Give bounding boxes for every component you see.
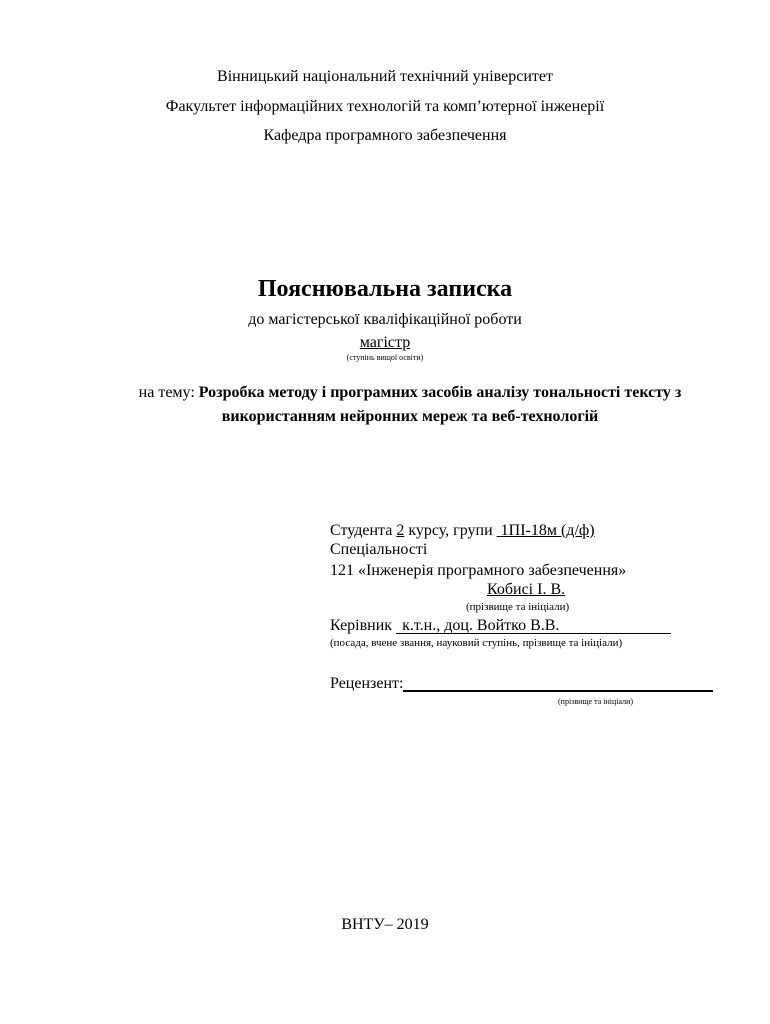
student-line xyxy=(330,522,595,540)
reviewer-caption: (прізвище та ініціали) xyxy=(558,697,634,706)
student-name: Кобисі І. В. xyxy=(487,581,566,598)
student-course-suffix: курсу, групи xyxy=(408,522,493,539)
specialty-label: Спеціальності xyxy=(330,541,428,558)
topic-text: Розробка методу і програмних засобів аналізу тональності тексту з використанням нейронних мереж та веб-технологій xyxy=(198,384,682,425)
supervisor-value: к.т.н., доц. Войтко В.В. xyxy=(396,618,671,634)
document-subtitle: до магістерської кваліфікаційної роботи xyxy=(248,311,522,328)
faculty-name: Факультет інформаційних технологій та комп’ютерної інженерії xyxy=(165,98,605,115)
thesis-topic xyxy=(90,381,730,429)
department-name: Кафедра програмного забезпечення xyxy=(263,127,507,144)
supervisor-label: Керівник xyxy=(330,617,393,634)
reviewer-line xyxy=(330,675,713,693)
specialty-value: 121 «Інженерія програмного забезпечення» xyxy=(330,562,627,579)
degree xyxy=(0,334,770,352)
university-name: Вінницький національний технічний університет xyxy=(217,68,553,85)
degree-value: магістр xyxy=(359,334,411,351)
degree-caption: (ступінь вищої освіти) xyxy=(346,353,424,362)
reviewer-blank-line xyxy=(403,675,713,692)
student-prefix: Студента xyxy=(330,522,393,539)
student-course: 2 xyxy=(396,522,405,539)
supervisor-caption: (посада, вчене звання, науковий ступінь, прізвище та ініціали) xyxy=(330,637,623,649)
reviewer-label: Рецензент: xyxy=(330,675,404,692)
topic-prefix: на тему: xyxy=(138,384,195,401)
document-title: Пояснювальна записка xyxy=(257,276,513,302)
supervisor-line xyxy=(330,617,671,635)
footer-place-year: ВНТУ– 2019 xyxy=(341,916,429,933)
student-group xyxy=(497,522,595,539)
student-group-value: 1ПІ-18м (д/ф) xyxy=(500,522,595,539)
student-name-caption: (прізвище та ініціали) xyxy=(466,601,570,613)
